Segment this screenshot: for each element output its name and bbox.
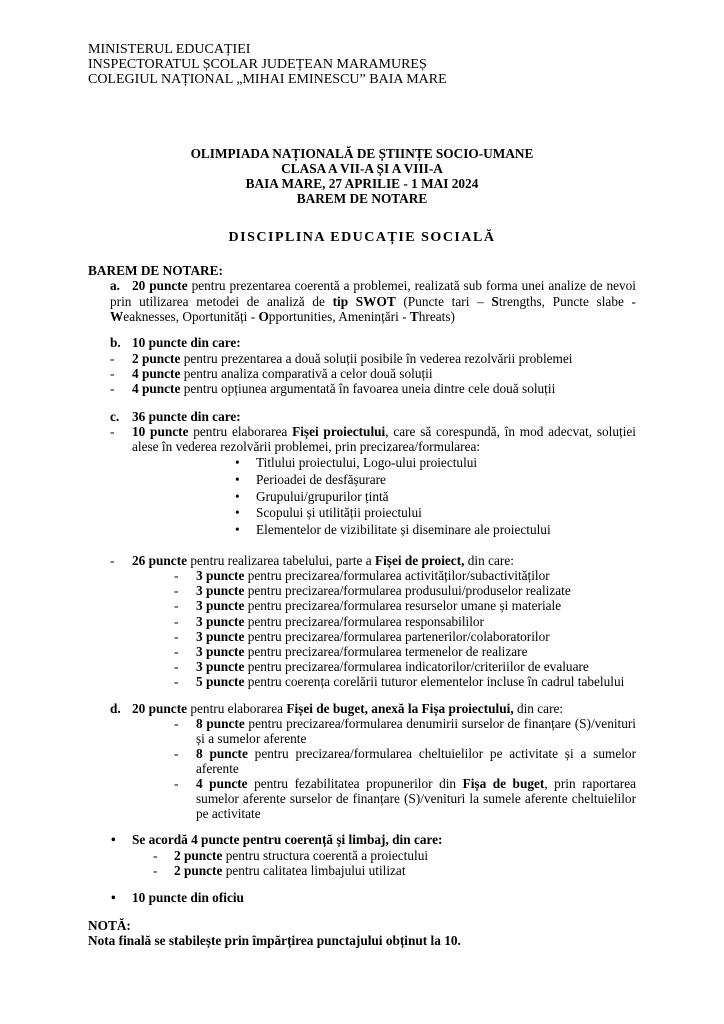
section-d-item2-line1	[196, 746, 636, 761]
section-c-fisa-de-proiect: Fișei de proiect,	[374, 553, 465, 568]
item-content	[196, 659, 589, 674]
barem-heading: BAREM DE NOTARE:	[88, 263, 223, 278]
section-d-item1-line2: și a sumelor aferente	[196, 731, 307, 746]
item-content	[196, 614, 484, 629]
table-item-5	[174, 629, 550, 644]
item-text: pentru precizarea/formularea activităților/subactivităților	[244, 568, 550, 583]
item-content	[196, 598, 561, 613]
section-c-p1-line1	[132, 424, 636, 439]
section-c-p2-text-a: pentru realizarea tabelului, parte a	[187, 553, 375, 568]
section-a-text1: pentru prezentarea coerentă a problemei, realizată sub forma unei analize de nevoi	[187, 278, 636, 293]
swot-w: W	[110, 309, 124, 324]
section-a-text3c: hreats)	[418, 309, 455, 324]
section-d-dash-1: -	[174, 716, 179, 731]
item-content	[196, 629, 550, 644]
section-a-line3	[110, 309, 636, 324]
section-c-p1-line2: alese în vederea rezolvării problemei, prin precizarea/formularea:	[132, 439, 481, 454]
bullet-item-2: • Perioadei de desfășurare	[256, 472, 386, 487]
item-text: pentru prezentarea a două soluții posibile în vederea rezolvării problemei	[180, 351, 573, 366]
section-a-letter: a.	[110, 278, 120, 293]
item-points: 3 puncte	[196, 583, 245, 598]
section-c-dash-2: -	[110, 553, 115, 568]
bullet-item-5: • Elementelor de vizibilitate și diseminare ale proiectului	[256, 522, 551, 537]
title-barem: BAREM DE NOTARE	[296, 191, 428, 206]
section-a-text2: prin utilizarea metodei de analiză de	[110, 294, 333, 309]
bullet-item-1: • Titlului proiectului, Logo-ului proiectului	[256, 455, 477, 470]
section-c-p2-points: 26 puncte	[132, 553, 188, 568]
section-d-text-c: din care:	[513, 701, 564, 716]
item-text: pentru precizarea/formularea indicatorilor/criteriilor de evaluare	[244, 659, 589, 674]
section-a-text3a: eaknesses, Oportunități -	[123, 309, 259, 324]
dash: -	[174, 629, 179, 644]
oficiu-points: • 10 puncte din oficiu	[132, 890, 244, 905]
section-b-item-1	[110, 351, 573, 366]
item-content	[196, 583, 571, 598]
note-label: NOTĂ:	[88, 918, 131, 933]
dash: -	[174, 644, 179, 659]
header-inspectorate: INSPECTORATUL ȘCOLAR JUDEȚEAN MARAMUREȘ	[88, 57, 427, 72]
item-text-a: pentru fezabilitatea propunerilor din	[247, 776, 463, 791]
item-text: pentru coerența corelării tuturor elementelor incluse în cadrul tabelului	[244, 674, 625, 689]
item-points: 2 puncte	[174, 863, 223, 878]
section-d-letter: d.	[110, 701, 121, 716]
bullet-item-4: • Scopului și utilității proiectului	[256, 505, 422, 520]
item-points: 4 puncte	[132, 381, 181, 396]
section-d-heading	[132, 701, 563, 716]
section-d-item2-line2: aferente	[196, 761, 239, 776]
coherence-heading: • Se acordă 4 puncte pentru coerență și limbaj, din care:	[132, 832, 442, 847]
table-item-2	[174, 583, 571, 598]
item-content	[174, 863, 406, 878]
title-class: CLASA A VII-A ȘI A VIII-A	[281, 161, 443, 176]
dash: -	[153, 848, 158, 863]
table-item-7	[174, 659, 589, 674]
dash: -	[110, 366, 115, 381]
section-c-letter: c.	[110, 409, 120, 424]
dash: -	[174, 568, 179, 583]
coherence-item-2	[153, 863, 406, 878]
header-ministry: MINISTERUL EDUCAȚIEI	[88, 42, 251, 57]
section-a-strengths: trengths, Puncte slabe -	[498, 294, 636, 309]
table-item-8	[174, 674, 625, 689]
section-c-dash-1: -	[110, 424, 115, 439]
item-points: 2 puncte	[132, 351, 181, 366]
section-d-dash-2: -	[174, 746, 179, 761]
section-d-item3-line3: pe activitate	[196, 806, 261, 821]
item-text: pentru precizarea/formularea responsabililor	[244, 614, 484, 629]
item-text: pentru structura coerentă a proiectului	[222, 848, 429, 863]
section-a-text2c: (Puncte tari –	[395, 294, 492, 309]
item-points: 8 puncte	[196, 716, 245, 731]
section-d-dash-3: -	[174, 776, 179, 791]
section-b-letter: b.	[110, 335, 121, 350]
table-item-6	[174, 644, 528, 659]
section-a-points: 20 puncte	[132, 278, 188, 293]
bullet-item-3: • Grupului/grupurilor țintă	[256, 489, 389, 504]
item-content	[132, 366, 433, 381]
section-d-fisa-buget: Fișei de buget, anexă la Fișa proiectului,	[286, 701, 514, 716]
item-points: 3 puncte	[196, 629, 245, 644]
title-olympiad: OLIMPIADA NAȚIONALĂ DE ȘTIINȚE SOCIO-UMANE	[190, 146, 534, 161]
section-c-heading: 36 puncte din care:	[132, 409, 241, 424]
section-c-p2-text-c: din care:	[464, 553, 514, 568]
dash: -	[174, 674, 179, 689]
item-text: pentru precizarea/formularea denumirii surselor de finanțare (S)/venituri	[244, 716, 637, 731]
section-d-points: 20 puncte	[132, 701, 188, 716]
item-text: pentru precizarea/formularea termenelor de realizare	[244, 644, 528, 659]
section-a-line1	[132, 278, 636, 293]
dash: -	[153, 863, 158, 878]
item-text: pentru precizarea/formularea produsului/produselor realizate	[244, 583, 571, 598]
dash: -	[110, 351, 115, 366]
table-item-1	[174, 568, 550, 583]
section-c-p1-text1a: pentru elaborarea	[188, 424, 293, 439]
coherence-item-1	[153, 848, 429, 863]
dash: -	[174, 659, 179, 674]
discipline-title: DISCIPLINA EDUCAȚIE SOCIALĂ	[228, 230, 496, 245]
section-a-swot: tip SWOT	[332, 294, 396, 309]
table-item-4	[174, 614, 484, 629]
item-content	[196, 674, 624, 689]
dash: -	[110, 381, 115, 396]
section-d-item3-line2: sumelor aferente surselor de finanțare (S)/venituri la sumele aferente cheltuielilor	[196, 791, 636, 806]
swot-o: O	[258, 309, 269, 324]
item-points: 3 puncte	[196, 598, 245, 613]
section-a-text3b: pportunities, Amenințări -	[268, 309, 410, 324]
section-c-p1-text1c: , care să corespundă, în mod adecvat, soluției	[385, 424, 636, 439]
item-points: 4 puncte	[132, 366, 181, 381]
section-b-heading: 10 puncte din care:	[132, 335, 241, 350]
section-d-item1-line1	[196, 716, 636, 731]
item-text: pentru analiza comparativă a celor două soluții	[180, 366, 433, 381]
item-content	[132, 381, 555, 396]
section-c-p2-line	[132, 553, 514, 568]
dash: -	[174, 583, 179, 598]
document-title	[0, 146, 724, 206]
item-text: pentru precizarea/formularea partenerilor/colaboratorilor	[244, 629, 550, 644]
item-text: pentru precizarea/formularea resurselor umane și materiale	[244, 598, 562, 613]
item-points: 3 puncte	[196, 659, 245, 674]
section-b-item-2	[110, 366, 433, 381]
item-points: 3 puncte	[196, 614, 245, 629]
item-points: 8 puncte	[196, 746, 248, 761]
item-points: 3 puncte	[196, 644, 245, 659]
item-text: pentru opțiunea argumentată în favoarea uneia dintre cele două soluții	[180, 381, 556, 396]
swot-t: T	[409, 309, 419, 324]
document-header	[88, 42, 447, 87]
item-text: pentru calitatea limbajului utilizat	[222, 863, 406, 878]
item-content	[196, 644, 528, 659]
item-text-c: , prin raportarea	[544, 776, 636, 791]
section-d-text-a: pentru elaborarea	[187, 701, 287, 716]
dash: -	[174, 598, 179, 613]
item-points: 3 puncte	[196, 568, 245, 583]
item-points: 5 puncte	[196, 674, 245, 689]
swot-s: S	[491, 294, 499, 309]
item-text: pentru precizarea/formularea cheltuielilor pe activitate și a sumelor	[247, 746, 637, 761]
item-points: 4 puncte	[196, 776, 248, 791]
item-content	[132, 351, 573, 366]
item-content	[196, 568, 550, 583]
section-b-item-3	[110, 381, 556, 396]
section-a-line2	[110, 294, 636, 309]
section-d-item3-line1	[196, 776, 636, 791]
note-text: Nota finală se stabilește prin împărțirea punctajului obținut la 10.	[88, 933, 461, 948]
section-c-fisa-proiect: Fișei proiectului	[292, 424, 386, 439]
item-points: 2 puncte	[174, 848, 223, 863]
dash: -	[174, 614, 179, 629]
header-college: COLEGIUL NAȚIONAL „MIHAI EMINESCU” BAIA MARE	[88, 72, 447, 87]
table-item-3	[174, 598, 562, 613]
item-content	[174, 848, 428, 863]
title-place-date: BAIA MARE, 27 APRILIE - 1 MAI 2024	[245, 176, 479, 191]
section-c-p1-points: 10 puncte	[132, 424, 189, 439]
item-fisa-buget: Fișa de buget	[462, 776, 545, 791]
